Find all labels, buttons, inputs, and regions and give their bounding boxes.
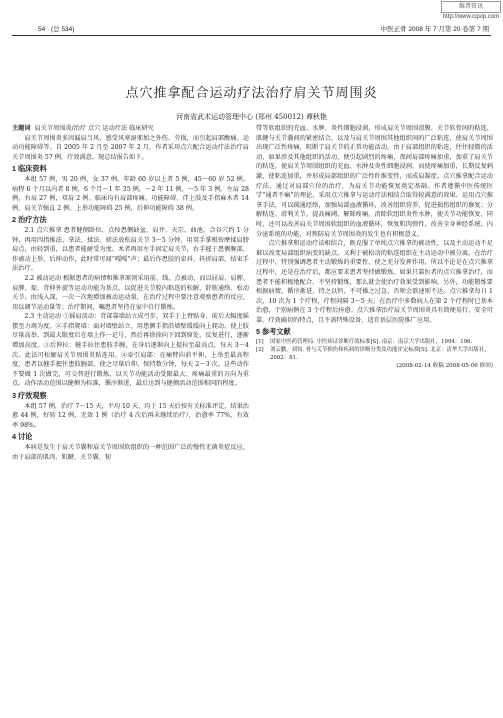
section-heading-references: 5 参考文献	[256, 327, 291, 337]
acupoint-massage-paragraph: 2.1 点穴推拿 患者健侧卧位，点按患侧缺盆、肩井、天宗、曲池，合谷穴约 1 分钟，再用四指推法、拿法、揉法、搓法放松肩关节 3～5 分钟，用双手掌根按摩揉肩膀肩点，由轻到重，以患者能耐受为度。术者再用左手固定肩关节，右手握于患侧腕部，作被动上举、后伸动作，此时常可闻“嘎嘎”声；最后作患肢的牵抖、抖搓肩部，结束手法治疗。	[12, 226, 249, 273]
keywords-label: 主题词	[12, 125, 31, 132]
active-exercise-paragraph: 2.3 主动运动 ①摇肩活动：背部靠墙站立成弓步，双手于上臂贴身，前后大幅度摇摆至力竭为度。②手指爬墙：面对墙壁站立，用患侧手指沿墙壁缓缓向上爬动，使上肢尽量高举，到最大限度后在墙上作一记号，然后再徐徐向下回到原处，反复进行，逐渐增加高度。③后伸拉：健手拉住患肢手腕，在身后逐渐向上提拉至最高点，每天 3～4 次。此法可松解肩关节周围炎粘连用。④牵引肩部：在痛臂向前平伸，上举至最高程度，患者以健手握住患肢腕部，使之尽量后仰，保持数分钟，每天 2～3 次。这些动作不要做 1 次做完，可交替进行锻炼，以关节功能活动受限最大、疼痛最重的方向为重点。动作活动范围以健侧为标准，循序渐进，最后达到与健侧活动范围相同的程度。	[12, 313, 249, 388]
passive-exercise-paragraph: 2.2 被动运动 根据患者的病情和推拿原则采用前、线、点被动，而以屈肩、肩胛、肩胛、提、背伸外旋等运动功能为基点，以促进关节腔内粘连的松解、舒筋通络、松动关节，由浅入深，一次一次地增加被动运动量，在治疗过程中要注意观察患者的反应，用以调节运动量等；治疗期间，嘱患者坚持在家中自行锻炼。	[12, 274, 249, 311]
reference-item	[256, 338, 493, 346]
discussion-paragraph: 本病是发生于肩关节囊和肩关节周围软组织的一种范围广泛的慢性无菌炎症反应，由于肩部的肌肉、肌腱、关节囊、韧	[12, 444, 249, 461]
reference-text: 国家中医药管理局. 中医病证诊断疗效标准[S]. 南京：南京大学出版社，1994：196.	[270, 339, 473, 346]
section-heading-treatment: 2 治疗方法	[12, 215, 47, 225]
reference-number: [2]	[256, 347, 264, 354]
author-affiliation: 河南省武术运动管理中心 (郑州 450012) 谭秋艳	[176, 113, 327, 121]
page-header	[12, 22, 491, 34]
discussion-conclusion-paragraph: 点穴推拿和运动疗法相结合，既克服了单纯点穴推拿的被动性，以及主动运动不足难以改变局部组织病变的缺点，又利于被松动的粘连组织在主动运动中被分离。在治疗过程中，特别强调患者主动锻炼的重要性，使之充分发挥作用，所以不论是在点穴推拿过程中，还是在治疗后，都应要求患者坚持做锻炼。如果只靠医者的点穴推拿治疗，而患者不能积极地配合，不坚持锻炼，那么就会使治疗效果受到影响。另外，功能锻炼要根据病情，循序渐进，持之以恒，不可操之过急，否则会欲速则不达。点穴推拿每日 1 次，10 次为 1 个疗程，疗程间隔 3～5 天。在治疗中多数病人在第 2 个疗程时已基本治愈，个别病例在 3 个疗程后痊愈。点穴推拿治疗肩关节周围炎具有简便易行、安全可靠、疗效确切的特点，且不需特殊设备，适宜基层医院推广应用。	[256, 240, 493, 324]
received-date: (2008-02-14 收稿 2008-05-06 修回)	[396, 363, 493, 370]
intro-paragraph: 肩关节周围炎多因漏肩当风、感受风寒湿邪加之外伤、劳损，而引起肩部酸痛、运动功能障碍等。自 2005 年 2 月至 2007 年 2 月，作者采用点穴配合运动疗法治疗肩关节周围炎 57 例，疗效满意，现总结报告如下。	[12, 134, 249, 161]
keywords-line	[12, 124, 249, 134]
header-divider	[12, 35, 491, 36]
left-column	[12, 124, 249, 462]
keywords-text: 肩关节周围炎/治疗 点穴 运动疗法 临床研究	[34, 125, 154, 132]
discussion-continued-paragraph: 带等软组织的充血、水肿、炎性细胞浸润，形成肩关节周围滑膜、关节软骨间的粘连，肌腱与关节囊间的紧密结合，以及与肩关节周围其他组织间的广泛粘连，使肩关节周围出现广泛性疼痛，阻断了肩关节的正常功能活动。由于肩部组织的粘连，往往轻微的活动，如果涉及其他组织的活动，便引起剧烈的疼痛，夜间肩部疼痛加重，加重了肩关节的粘连，使肩关节周围组织的充血、水肿及炎性细胞浸润，而使疼痛加重，长期反复刺激，使粘连加重，并形成局部组织的广泛性纤维变性，而成肩凝症。点穴推拿配合运动疗法，通过对肩部穴位的治疗，为肩关节功能恢复奠定基础。作者遵循中医传统医学“通者不痛”的理论，采用点穴推拿与运动疗法相结合取得较满意的效果。运用点穴推拿手法，可以疏通经络，加强局部血液循环，改善组织营养，促进损伤组织的修复；分解粘连、滑利关节，提高痛阈，解除疼痛，消除软组织炎性水肿，使关节功能恢复，同时，还可以改善肩关节周围软组织的血液循环，恢复肌肉弹性，改善全身神经系统、内分泌系统的功能，对预防肩关节周围炎的发生也有积极意义。	[256, 125, 493, 238]
clinical-data-paragraph: 本组 57 例，男 20 例，女 37 例。年龄 60 岁以上者 5 例，45～60 岁 52 例。病程 6 个月以内者 8 例，6 个月～1 年 35 例，～2 年 11 例，～5 年 3 例。左肩 28 例，右肩 27 例，双肩 2 例。临床均有肩部疼痛，功能障碍。伴上肢及手指麻木者 14 例，肩关节强直 2 例。上举功能障碍 25 例，后伸功能障碍 38 例。	[12, 175, 249, 212]
outcome-paragraph: 本组 57 例，治疗 7～15 天，平均 10 天，均于 15 天后按有关标准评定，结果治愈 44 例，好转 12 例，无效 1 例（治疗 4 次后再未继续治疗），治愈率 77%，有效率 98%。	[12, 402, 249, 429]
section-heading-clinical: 1 临床资料	[12, 164, 47, 174]
reference-text: 刘云鹏，刘钧. 骨与关节损伤和疾病的诊断分类及功能评定标准[S]. 北京：清华大学出版社，2002：81.	[270, 347, 490, 362]
section-heading-outcome: 3 疗效观察	[12, 391, 47, 401]
right-column	[256, 124, 493, 372]
reference-list	[256, 338, 493, 362]
journal-issue: 中医正骨 2008 年 7 月第 20 卷第 7 期	[380, 26, 489, 33]
section-heading-discussion: 4 讨论	[12, 432, 33, 442]
watermark-badge: 维普资讯 http://www.cqvip.com	[441, 1, 501, 13]
article-title: 点穴推拿配合运动疗法治疗肩关节周围炎	[125, 86, 378, 101]
page-number: · 54 · (总 534)	[34, 26, 75, 33]
reference-number: [1]	[256, 339, 264, 346]
reference-item	[256, 346, 493, 362]
